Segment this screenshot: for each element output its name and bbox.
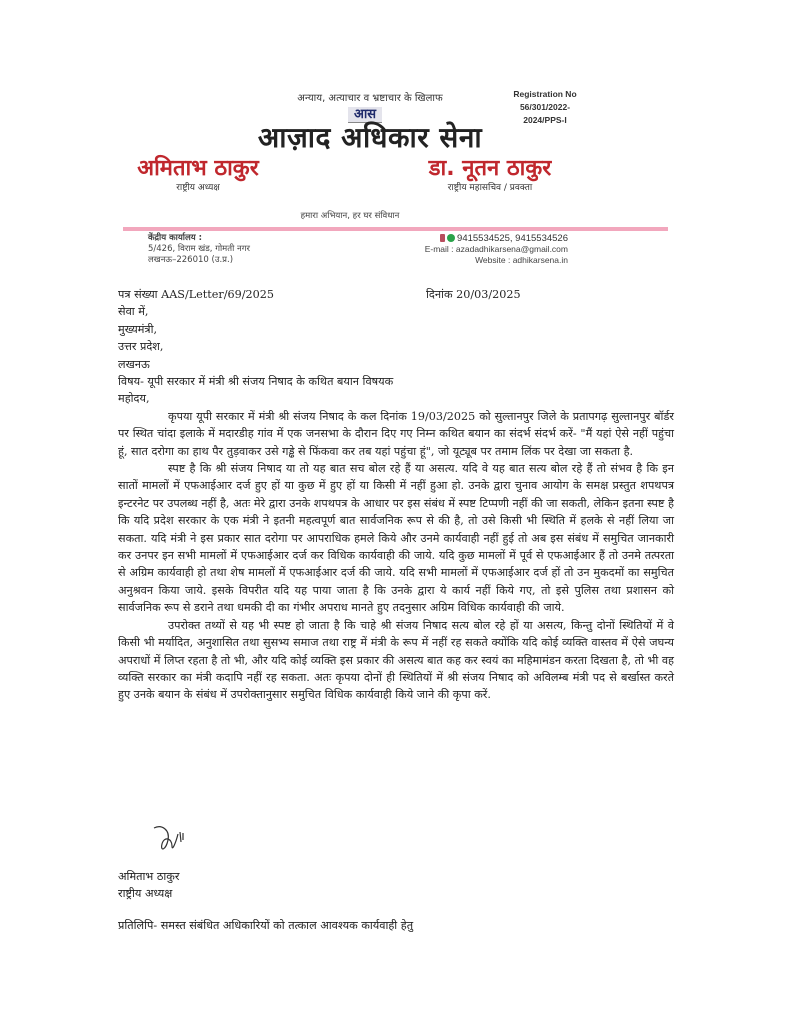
office-address (148, 233, 250, 266)
registration-number: 56/301/2022-2024/PPS-I (519, 102, 571, 125)
address-line: उत्तर प्रदेश, (118, 340, 164, 354)
phone-row (400, 233, 568, 244)
salutation: महोदय, (118, 392, 150, 406)
president-role: राष्ट्रीय अध्यक्ष (176, 183, 220, 193)
letter-body (118, 286, 674, 704)
paragraph-2: स्पष्ट है कि श्री संजय निषाद या तो यह बात सच बोल रहे हैं या असत्य. यदि वे यह बात सत्य बोल रहे हैं तो संभव है कि इन सातों मामलों में एफआईआर दर्ज हुए हों या कुछ में हुए हों या किसी में नहीं हुआ हो. उनके द्वारा चुनाव आयोग के समक्ष प्रस्तुत शपथपत्र इन्टरनेट पर उपलब्ध नहीं है, अतः मेरे द्वारा उनके शपथपत्र के आधार पर इस संबंध में स्पष्ट टिप्पणी नहीं की जा सकती, लेकिन इतना स्पष्ट है कि यदि प्रदेश सरकार के एक मंत्री ने इतनी महत्वपूर्ण बात सार्वजनिक रूप से की है, तो उसे किसी भी स्थिति में हलके से नहीं लिया जा सकता. यदि मंत्री ने इस प्रकार सात दरोगा पर आपराधिक हमले किये और उनमे कार्यवाही नहीं हुई तो अब इस संबंध में समुचित जानकारी कर उनपर इन सभी मामलों में एफआईआर दर्ज कर विधिक कार्यवाही की जाये. यदि कुछ मामलों में पूर्व से एफआईआर हैं तो उनमे तत्परता से अग्रिम कार्यवाही हो तथा शेष मामलों में एफआईआर दर्ज की जाये. यदि सभी मामलों में एफआईआर दर्ज हों तो उन मुकदमों का समुचित अनुश्रवन किया जाये. इसके विपरीत यदि यह पाया जाता है कि उनके द्वारा ये कार्य नहीं किये गए, तो इसे पुलिस तथा प्रशासन को सार्वजनिक रूप से डराने तथा धमकी दी का गंभीर अपराध मानते हुए तदनुसार अग्रिम विधिक कार्यवाही की जाये. (118, 462, 674, 615)
letter-meta (118, 286, 674, 303)
office-line-1: 5/426, विराम खंड, गोमती नगर (148, 244, 250, 254)
address-line: सेवा में, (118, 305, 149, 319)
general-secretary-role: राष्ट्रीय महासचिव / प्रवक्ता (447, 183, 533, 193)
signer-name: अमिताभ ठाकुर (118, 870, 180, 883)
registration-label: Registration No (513, 89, 577, 99)
office-line-2: लखनऊ–226010 (उ.प्र.) (148, 255, 234, 265)
email: E-mail : azadadhikarsena@gmail.com (424, 244, 568, 254)
president-name: अमिताभ ठाकुर (137, 156, 259, 181)
organization-abbreviation: आस (348, 107, 382, 123)
whatsapp-icon (447, 234, 455, 242)
header-divider (123, 227, 668, 231)
paragraph-3: उपरोक्त तथ्यों से यह भी स्पष्ट हो जाता है कि चाहे श्री संजय निषाद सत्य बोल रहे हों या असत्य, किन्तु दोनों स्थितियों में वे किसी भी मर्यादित, अनुशासित तथा सुसभ्य समाज तथा राष्ट्र में मंत्री के रूप में नहीं रह सकते क्योंकि यदि कोई व्यक्ति वास्तव में ऐसे जघन्य अपराधों में लिप्त रहता है तो भी, और यदि कोई व्यक्ति इस प्रकार की असत्य बात कह कर स्वयं का महिमामंडन करता दिखता है, तो भी वह व्यक्ति सरकार का मंत्री कदापि नहीं रह सकता. अतः कृपया दोनों ही स्थितियों में श्री संजय निषाद को अविलम्ब मंत्री पद से बर्खास्त करते हुए उनके बयान के संबंध में उपरोक्तानुसार समुचित विधिक कार्यवाही किये जाने की कृपा करें. (118, 618, 674, 702)
office-label: केंद्रीय कार्यालय : (148, 233, 203, 243)
slogan: हमारा अभियान, हर घर संविधान (300, 211, 400, 221)
contact-block (400, 233, 568, 266)
phone-numbers: 9415534525, 9415534526 (457, 233, 568, 244)
copy-to: प्रतिलिपि- समस्त संबंधित अधिकारियों को तत्काल आवश्यक कार्यवाही हेतु (118, 919, 414, 932)
letter-reference: पत्र संख्या AAS/Letter/69/2025 (118, 288, 274, 301)
address-line: लखनऊ (118, 357, 150, 371)
website: Website : adhikarsena.in (475, 255, 568, 265)
address-line: मुख्यमंत्री, (118, 322, 158, 336)
organization-name: आज़ाद अधिकार सेना (257, 121, 483, 154)
signature (150, 822, 190, 862)
signer-block (118, 868, 179, 902)
letter-date: दिनांक 20/03/2025 (426, 288, 521, 301)
signer-role: राष्ट्रीय अध्यक्ष (118, 887, 173, 900)
paragraph-1: कृपया यूपी सरकार में मंत्री श्री संजय निषाद के कल दिनांक 19/03/2025 को सुल्तानपुर जिले के प्रतापगढ़ सुल्तानपुर बॉर्डर पर स्थित चांदा इलाके में मदारडीह गांव में एक जनसभा के दौरान दिए गए निम्न कथित बयान का संदर्भ संदर्भ करें- "मैं यहां ऐसे नहीं पहुंचा हूं, सात दरोगा का हाथ पैर तुड़वाकर उसे गड्ढे से फिंकवा कर तब यहां पहुंचा हूं", जो यूट्यूब पर तमाम लिंक पर देखा जा सकता है. (118, 409, 674, 458)
letter-subject: विषय- यूपी सरकार में मंत्री श्री संजय निषाद के कथित बयान विषयक (118, 375, 394, 389)
general-secretary-name: डा. नूतन ठाकुर (428, 156, 552, 181)
phone-icon (440, 234, 445, 242)
letterhead-tagline: अन्याय, अत्याचार व भ्रष्टाचार के खिलाफ (297, 93, 443, 104)
